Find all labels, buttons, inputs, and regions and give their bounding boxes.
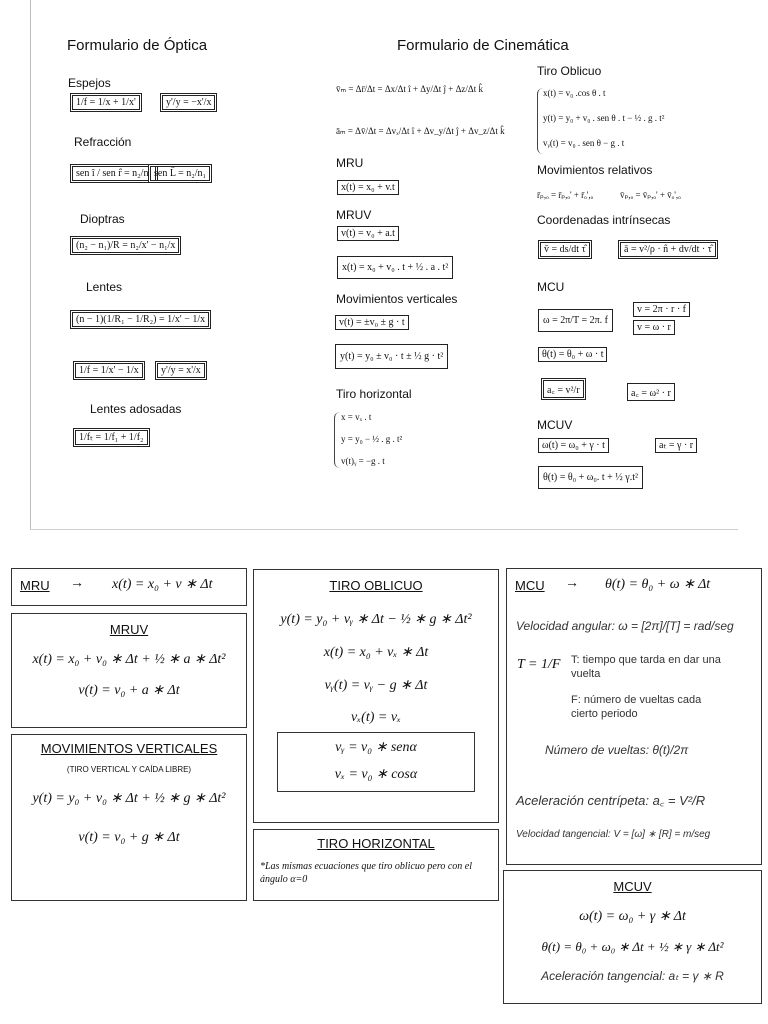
cinematica-title: Formulario de Cinemática xyxy=(397,37,569,54)
refraccion-label: Refracción xyxy=(74,135,132,149)
horizontal-panel xyxy=(253,829,499,901)
mruv-title: MRUV xyxy=(109,622,149,637)
adosadas-label: Lentes adosadas xyxy=(90,402,182,416)
mcuv-eq2: θ(t) = θ₀ + ω₀ ∗ Δt + ½ ∗ γ ∗ Δt² xyxy=(541,939,724,954)
mcu-top-eq4: θ(t) = θ₀ + ω · t xyxy=(538,347,607,362)
lentes-label: Lentes xyxy=(86,280,123,294)
oblicuo-eq1: y(t) = y₀ + vᵧ ∗ Δt − ½ ∗ g ∗ Δt² xyxy=(280,612,472,627)
am-eq: āₘ = Δv̄/Δt = Δvₓ/Δt î + Δv_y/Δt ĵ + Δv_z/Δt k̂ xyxy=(336,126,505,136)
oblicuo-eq5: vᵧ = v₀ ∗ senα xyxy=(335,740,417,755)
mv-eq1: v(t) = ±v₀ ± g · t xyxy=(335,315,409,330)
espejos-eq2: y'/y = −x'/x xyxy=(160,93,217,112)
mcu-periodo-desc: T: tiempo que tarda en dar una vuelta xyxy=(571,654,721,681)
th-brace xyxy=(334,412,340,468)
rel-eq1: r̄ₚ,ₒ = r̄ₚ,ₒ' + r̄ₒ',ₒ xyxy=(537,190,594,200)
oblicuo-eq2: x(t) = x₀ + vₓ ∗ Δt xyxy=(323,645,429,660)
ci-eq1: v̄ = ds/dt τ̂ xyxy=(538,240,592,259)
mruv-panel xyxy=(11,613,247,728)
mcu-panel xyxy=(506,568,762,865)
mcu-top-eq2: v = 2π · r · f xyxy=(633,302,690,317)
oblicuo-panel xyxy=(253,569,499,823)
lentes-eq1: (n − 1)(1/R₁ − 1/R₂) = 1/x' − 1/x xyxy=(70,310,211,329)
mru-label: MRU xyxy=(336,156,364,170)
optica-title: Formulario de Óptica xyxy=(67,37,208,54)
mcuv-acel-tangencial: Aceleración tangencial: aₜ = γ ∗ R xyxy=(541,969,724,983)
mruv-eq1: x(t) = x₀ + v₀ ∗ Δt + ½ ∗ a ∗ Δt² xyxy=(32,652,226,667)
th-eq1: x = vₓ . t xyxy=(341,412,372,422)
lentes-eq2: 1/f = 1/x' − 1/x xyxy=(73,361,145,380)
mcu-acel-centripeta: Aceleración centrípeta: a꜀ = V²/R xyxy=(516,793,706,808)
mcuv-top-label: MCUV xyxy=(537,418,573,432)
mcuv-title: MCUV xyxy=(613,879,652,894)
arrow-icon: → xyxy=(70,576,84,591)
oblicuo-eq4: vₓ(t) = vₓ xyxy=(350,710,402,725)
verticales-eq2: v(t) = v₀ + g ∗ Δt xyxy=(78,830,180,845)
mru-panel xyxy=(11,568,247,606)
verticales-eq1: y(t) = y₀ + v₀ ∗ Δt + ½ ∗ g ∗ Δt² xyxy=(32,791,226,806)
mruv-eq2: v(t) = v₀ + a ∗ Δt xyxy=(78,683,180,698)
mcuv-eq1: ω(t) = ω₀ + γ ∗ Δt xyxy=(579,909,686,924)
verticales-subtitle: (TIRO VERTICAL Y CAÍDA LIBRE) xyxy=(66,765,192,774)
oblicuo-eq3: vᵧ(t) = vᵧ − g ∗ Δt xyxy=(324,678,428,693)
page-edge xyxy=(30,0,31,530)
mruv-eq2: x(t) = x₀ + v₀ . t + ½ . a . t² xyxy=(337,256,453,279)
oblicuo-components-box xyxy=(277,732,475,792)
arrow-icon: → xyxy=(565,576,579,591)
mru-label: MRU xyxy=(20,578,50,593)
mcu-num-vueltas: Número de vueltas: θ(t)/2π xyxy=(545,743,689,757)
mcu-top-eq1: ω = 2π/T = 2π. f xyxy=(538,309,613,332)
mcu-eq: θ(t) = θ₀ + ω ∗ Δt xyxy=(605,577,711,592)
mcuv-top-eq1: ω(t) = ω₀ + γ · t xyxy=(538,438,609,453)
to-eq1: x(t) = v₀ .cos θ . t xyxy=(543,88,606,98)
to-eq3: vᵧ(t) = v₀ . sen θ − g . t xyxy=(543,138,625,148)
th-label: Tiro horizontal xyxy=(336,387,412,401)
mcu-top-eq6: a꜀ = ω² · r xyxy=(627,383,675,401)
verticales-title: MOVIMIENTOS VERTICALES xyxy=(40,741,218,756)
mru-eq: x(t) = x₀ + v.t xyxy=(337,180,399,195)
espejos-eq1: 1/f = 1/x + 1/x' xyxy=(70,93,142,112)
mcu-label: MCU xyxy=(515,578,545,593)
dioptras-eq: (n₂ − n₁)/R = n₂/x' − n₁/x xyxy=(70,236,181,255)
verticales-panel xyxy=(11,734,247,901)
mcu-freq-desc: F: número de vueltas cada cierto periodo xyxy=(571,694,702,721)
th-eq2: y = y₀ − ½ . g . t² xyxy=(341,434,403,444)
dioptras-label: Dioptras xyxy=(80,212,125,226)
mcu-vel-angular: Velocidad angular: ω = [2π]/[T] = rad/seg xyxy=(516,619,734,633)
mv-label: Movimientos verticales xyxy=(336,292,458,306)
adosadas-eq: 1/fₜ = 1/f₁ + 1/f₂ xyxy=(73,428,150,447)
lentes-eq3: y'/y = x'/x xyxy=(155,361,207,380)
horizontal-note: *Las mismas ecuaciones que tiro oblicuo pero con el ángulo α=0 xyxy=(260,861,473,885)
refraccion-eq1: sen î / sen r̂ = n₂/n₁ xyxy=(70,164,158,183)
refraccion-eq2: sen L̂ = n₂/n₁ xyxy=(148,164,212,183)
to-label: Tiro Oblicuo xyxy=(537,64,602,78)
th-eq3: v(t)ᵧ = −g . t xyxy=(341,456,385,466)
mcu-top-eq5: a꜀ = v²/r xyxy=(541,378,586,400)
mru-eq: x(t) = x₀ + v ∗ Δt xyxy=(112,577,213,592)
ci-eq2: ā = v²/ρ · n̂ + dv/dt · τ̂ xyxy=(618,240,718,259)
mcu-periodo-eq: T = 1/F xyxy=(517,657,561,672)
ci-label: Coordenadas intrínsecas xyxy=(537,213,671,227)
horizontal-title: TIRO HORIZONTAL xyxy=(317,836,435,851)
rel-label: Movimientos relativos xyxy=(537,163,653,177)
to-eq2: y(t) = y₀ + v₀ . sen θ . t − ½ . g . t² xyxy=(543,113,665,123)
vm-eq: v̄ₘ = Δr̄/Δt = Δx/Δt î + Δy/Δt ĵ + Δz/Δt k̂ xyxy=(336,84,483,94)
mcuv-panel xyxy=(503,870,762,1004)
mcuv-top-eq3: θ(t) = θ₀ + ω₀. t + ½ γ.t² xyxy=(538,466,643,489)
mcu-top-label: MCU xyxy=(537,280,565,294)
mruv-label: MRUV xyxy=(336,208,372,222)
mv-eq2: y(t) = y₀ ± v₀ · t ± ½ g · t² xyxy=(335,344,448,369)
page-divider xyxy=(30,529,738,530)
mruv-eq1: v(t) = v₀ + a.t xyxy=(337,226,399,241)
mcu-top-eq3: v = ω · r xyxy=(633,320,675,335)
espejos-label: Espejos xyxy=(68,76,111,90)
oblicuo-title: TIRO OBLICUO xyxy=(329,578,423,593)
mcu-vel-tangencial: Velocidad tangencial: V = [ω] ∗ [R] = m/seg xyxy=(516,829,711,840)
oblicuo-eq6: vₓ = v₀ ∗ cosα xyxy=(334,767,418,782)
rel-eq2: v̄ₚ,ₒ = v̄ₚ,ₒ' + v̄ₒ',ₒ xyxy=(620,190,681,200)
mcuv-top-eq2: aₜ = γ · r xyxy=(655,438,697,453)
